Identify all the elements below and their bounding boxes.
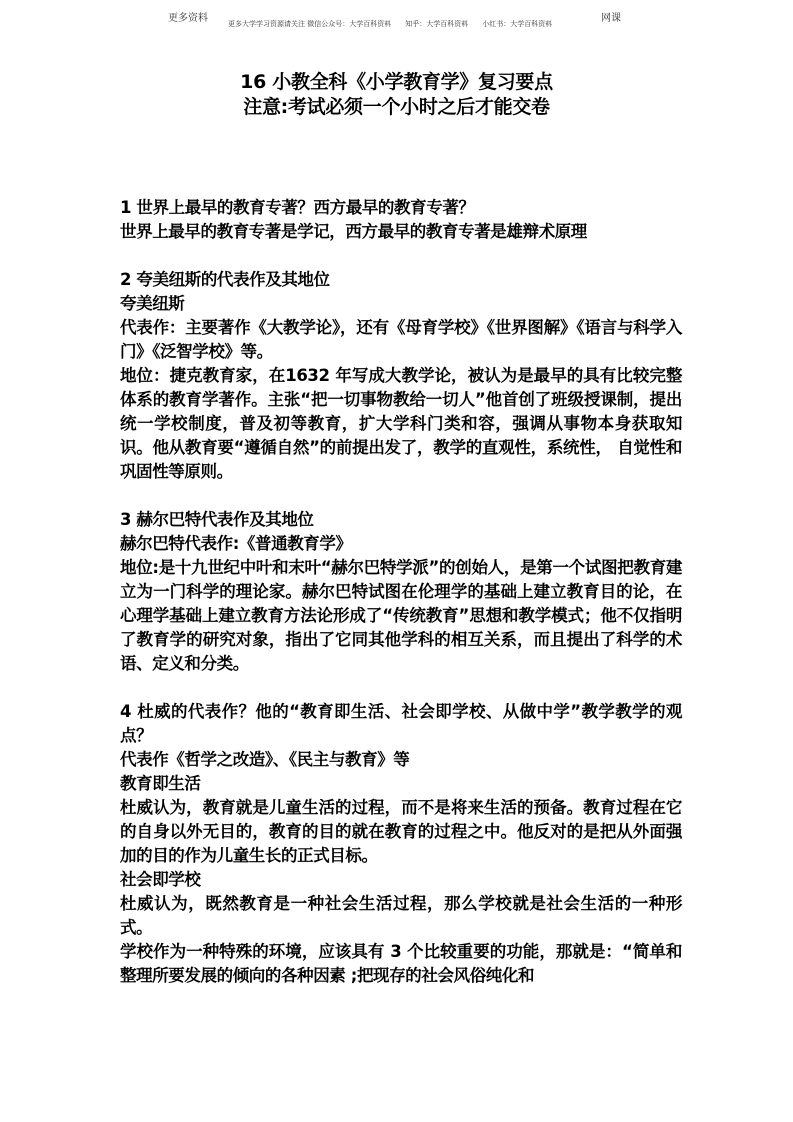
question-4: 4 杜威的代表作？他的“教育即生活、社会即学校、从做中学”教学教学的观点？: [120, 702, 682, 745]
section-4-heading-2: 社会即学校: [120, 870, 201, 889]
page-subtitle: 注意:考试必须一个小时之后才能交卷: [243, 96, 550, 118]
page-title: 16 小教全科《小学教育学》复习要点: [240, 71, 553, 93]
section-4-paragraph-3: 学校作为一种特殊的环境，应该具有 3 个比较重要的功能，那就是：“简单和整理所要发展的倾向的各种因素 ;把现存的社会风俗纯化和: [120, 942, 682, 985]
section-2-works: 代表作：主要著作《大教学论》，还有《母育学校》《世界图解》《语言与科学入门》《泛智学校》等。: [120, 318, 682, 361]
question-3: 3 赫尔巴特代表作及其地位: [120, 510, 314, 529]
section-3-works: 赫尔巴特代表作:《普通教育学》: [120, 534, 352, 553]
spacer: [120, 676, 682, 700]
title-block: [0, 70, 793, 120]
document-body: [120, 196, 682, 988]
answer-1: 世界上最早的教育专著是学记，西方最早的教育专著是雄辩术原理: [120, 222, 587, 241]
header-tail-text: 网课: [601, 13, 621, 24]
section-2-status: 地位：捷克教育家，在1632 年写成大教学论，被认为是最早的具有比较完整体系的教育学著作。主张“把一切事物教给一切人”他首创了班级授课制，提出统一学校制度，普及初等教育，扩大学科门类和容，强调从事物本身获取知识。他从教育要“遵循自然”的前提出发了，教学的直观性，系统性， 自觉性和巩固性等原则。: [120, 366, 682, 481]
header-text: 更多资料: [168, 13, 208, 24]
section-3-status: 地位:是十九世纪中叶和末叶“赫尔巴特学派”的创始人，是第一个试图把教育建立为一门科学的理论家。赫尔巴特试图在伦理学的基础上建立教育目的论，在心理学基础上建立教育方法论形成了“传统教育”思想和教学模式；他不仅指明了教育学的研究对象，指出了它同其他学科的相互关系，而且提出了科学的术语、定义和分类。: [120, 558, 682, 673]
question-1: 1 世界上最早的教育专著？西方最早的教育专著？: [120, 198, 475, 217]
section-4-paragraph-1: 杜威认为，教育就是儿童生活的过程，而不是将来生活的预备。教育过程在它的自身以外无目的，教育的目的就在教育的过程之中。他反对的是把从外面强加的目的作为儿童生长的正式目标。: [120, 798, 682, 865]
section-2-name: 夸美纽斯: [120, 294, 185, 313]
header-watermark-text: 更多大学学习资源请关注 微信公众号：大学百科资料 知乎：大学百科资料 小红书：大学百科资料: [228, 20, 553, 28]
section-4-heading-1: 教育即生活: [120, 774, 201, 793]
section-4-paragraph-2: 杜威认为，既然教育是一种社会生活过程，那么学校就是社会生活的一种形式。: [120, 894, 682, 937]
spacer: [120, 244, 682, 268]
section-4-works: 代表作《哲学之改造》、《民主与教育》等: [120, 750, 410, 769]
spacer: [120, 484, 682, 508]
question-2: 2 夸美纽斯的代表作及其地位: [120, 270, 330, 289]
